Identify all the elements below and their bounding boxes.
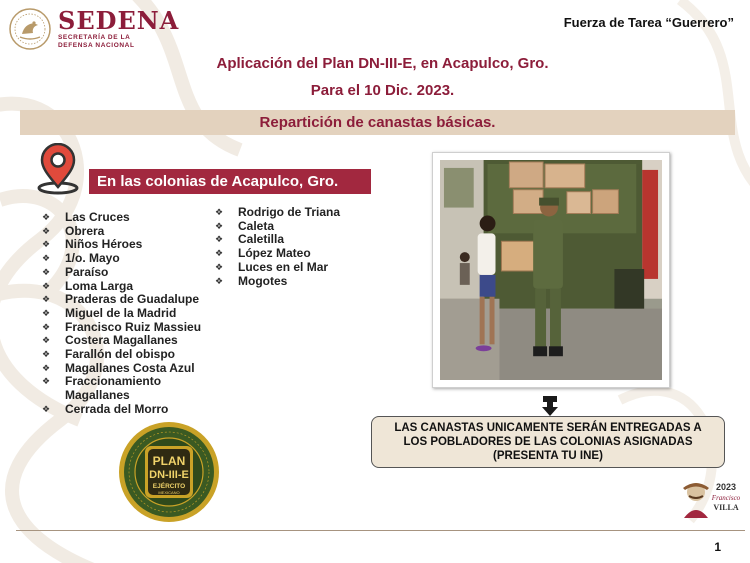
list-item: ❖ Loma Larga [42,280,217,294]
list-item: ❖ 1/o. Mayo [42,252,217,266]
badge-line-4: MEXICANO [158,490,180,495]
list-item: ❖ Caleta [215,220,385,234]
colonias-list-1 [42,211,217,417]
list-item: ❖ Rodrigo de Triana [215,206,385,220]
badge-line-2: DN-III-E [149,469,189,481]
list-item: ❖ Luces en el Mar [215,261,385,275]
list-item: ❖ Cerrada del Morro [42,403,217,417]
delivery-photo [432,152,670,388]
badge-line-3: EJÉRCITO [152,483,186,490]
task-force-label: Fuerza de Tarea “Guerrero” [563,15,734,30]
list-item: ❖ Farallón del obispo [42,348,217,362]
list-item: ❖ Miguel de la Madrid [42,307,217,321]
list-item: ❖ Costera Magallanes [42,334,217,348]
brand-block [58,8,179,50]
list-item: ❖ Praderas de Guadalupe [42,293,217,307]
list-item: ❖ Obrera [42,225,217,239]
location-pin-icon [36,143,80,195]
brand-name: SEDENA [58,6,180,35]
colonias-heading: En las colonias de Acapulco, Gro. [89,169,371,194]
villa-year: 2023 [715,482,737,492]
list-item: ❖ Las Cruces [42,211,217,225]
photo-image [440,160,662,380]
plan-dn-iii-e-badge [117,420,221,524]
footer-divider [16,530,745,531]
badge-line-1: PLAN [152,454,186,468]
main-title: Aplicación del Plan DN-III-E, en Acapulco, Gro. [216,55,549,72]
list-item: ❖ Fraccionamiento Magallanes [42,375,202,402]
page-number: 1 [714,540,721,554]
colonias-list-2 [215,206,385,288]
down-arrow-icon [541,395,559,417]
notice-box: LAS CANASTAS UNICAMENTE SERÁN ENTREGADAS A LOS POBLADORES DE LAS COLONIAS ASIGNADAS (PRESENTA TU INE) [371,416,725,468]
brand-subtitle-1: SECRETARÍA DE LA [58,34,131,41]
list-item: ❖ López Mateo [215,247,385,261]
list-item: ❖ Paraíso [42,266,217,280]
date-title: Para el 10 Dic. 2023. [310,82,455,99]
section-band: Repartición de canastas básicas. [20,110,735,135]
villa-name-2: VILLA [713,503,739,512]
list-item: ❖ Mogotes [215,275,385,289]
list-item: ❖ Niños Héroes [42,238,217,252]
mexico-seal-icon [8,7,52,51]
list-item: ❖ Caletilla [215,233,385,247]
villa-name-1: Francisco [711,494,741,502]
brand-subtitle-2: DEFENSA NACIONAL [58,42,135,49]
francisco-villa-logo [680,478,744,522]
list-item: ❖ Magallanes Costa Azul [42,362,217,376]
list-item: ❖ Francisco Ruiz Massieu [42,321,217,335]
